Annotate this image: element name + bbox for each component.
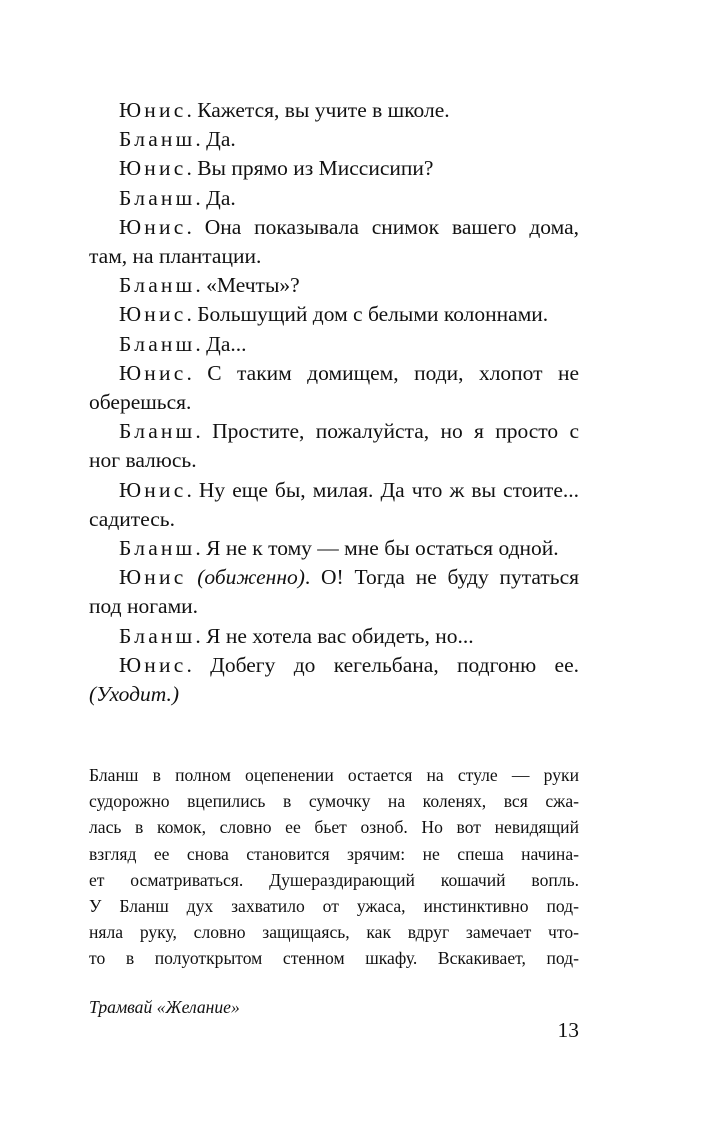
narrative-line: судорожно вцепились в сумочку на коленях, вся сжа- (89, 791, 579, 812)
dialogue-line: Бланш. Простите, пожалуйста, но я просто с ног валюсь. (89, 419, 579, 473)
line-text: Вы прямо из Миссисипи? (197, 156, 434, 181)
speaker: Юнис (119, 214, 187, 239)
speaker: Бланш (119, 623, 196, 648)
narrative-line: ет осматриваться. Душераздирающий кошачий вопль. (89, 869, 579, 890)
speaker: Юнис (119, 477, 187, 502)
line-text: Да... (206, 331, 247, 356)
speaker: Бланш (119, 536, 196, 561)
line-text: Большущий дом с белыми колоннами. (197, 302, 549, 327)
stage-direction-paragraph (89, 762, 579, 972)
dialogue-line: Бланш. Я не хотела вас обидеть, но... (119, 623, 474, 648)
line-text: Я не хотела вас обидеть, но... (206, 623, 474, 648)
speaker: Бланш (119, 273, 196, 298)
line-text: Простите, пожалуйста, но я просто с ног валюсь. (89, 419, 579, 473)
dialogue-line: Юнис (обиженно). О! Тогда не буду путаться под ногами. (89, 565, 579, 619)
line-text: Я не к тому — мне бы остаться одной. (206, 536, 559, 561)
running-footer-title: Трамвай «Желание» (89, 997, 240, 1017)
narrative-line: лась в комок, словно ее бьет озноб. Но вот невидящий (89, 817, 579, 838)
line-text: С таким домищем, поди, хлопот не оберешься. (89, 360, 580, 415)
narrative-line: взгляд ее снова становится зрячим: не спеша начина- (89, 843, 579, 864)
speaker: Юнис (119, 652, 187, 677)
narrative-line: то в полуоткрытом стенном шкафу. Вскакивает, под- (89, 948, 579, 969)
dialogue-line: Юнис. Вы прямо из Миссисипи? (119, 156, 434, 181)
speaker: Бланш (119, 127, 196, 152)
narrative-line: Бланш в полном оцепенении остается на стуле — руки (89, 765, 579, 785)
speaker: Юнис (119, 156, 187, 181)
stage-direction: (обиженно) (197, 565, 305, 590)
dialogue-line: Юнис. Ну еще бы, милая. Да что ж вы стоите... садитесь. (89, 477, 579, 531)
narrative-line: У Бланш дух захватило от ужаса, инстинктивно под- (89, 896, 579, 917)
stage-direction: (Уходит.) (89, 682, 180, 707)
line-text: О! Тогда не буду путаться под ногами. (89, 565, 579, 619)
dialogue-block (89, 96, 579, 709)
line-text: Добегу до кегельбана, подгоню ее. (210, 652, 579, 677)
line-text: Да. (206, 185, 236, 210)
line-text: Она показывала снимок вашего дома, там, на плантации. (89, 214, 580, 269)
line-text: Да. (206, 127, 236, 152)
dialogue-line: Юнис. Большущий дом с белыми колоннами. (119, 302, 549, 327)
speaker: Бланш (119, 331, 196, 356)
page-number: 13 (557, 1018, 579, 1042)
line-text: «Мечты»? (206, 273, 300, 298)
speaker: Юнис (119, 360, 187, 385)
dialogue-line: Бланш. Да. (119, 127, 236, 152)
line-text: Ну еще бы, милая. Да что ж вы стоите... садитесь. (89, 477, 579, 531)
speaker: Бланш (119, 419, 196, 444)
dialogue-line: Бланш. Да. (119, 185, 236, 210)
speaker: Юнис (119, 565, 187, 590)
speaker: Юнис (119, 98, 187, 122)
dialogue-line: Бланш. Да... (119, 331, 247, 356)
speaker: Юнис (119, 302, 187, 327)
dialogue-line: Юнис. Кажется, вы учите в школе. (119, 98, 450, 122)
dialogue-line: Юнис. Добегу до кегельбана, подгоню ее. (Уходит.) (89, 652, 579, 707)
dialogue-line: Юнис. Она показывала снимок вашего дома, там, на плантации. (89, 214, 580, 269)
dialogue-line: Бланш. «Мечты»? (119, 273, 300, 298)
line-text: Кажется, вы учите в школе. (197, 98, 450, 122)
dialogue-line: Юнис. С таким домищем, поди, хлопот не оберешься. (89, 360, 580, 415)
narrative-line: няла руку, словно защищаясь, как вдруг замечает что- (89, 922, 579, 943)
dialogue-line: Бланш. Я не к тому — мне бы остаться одной. (119, 536, 559, 561)
speaker: Бланш (119, 185, 196, 210)
